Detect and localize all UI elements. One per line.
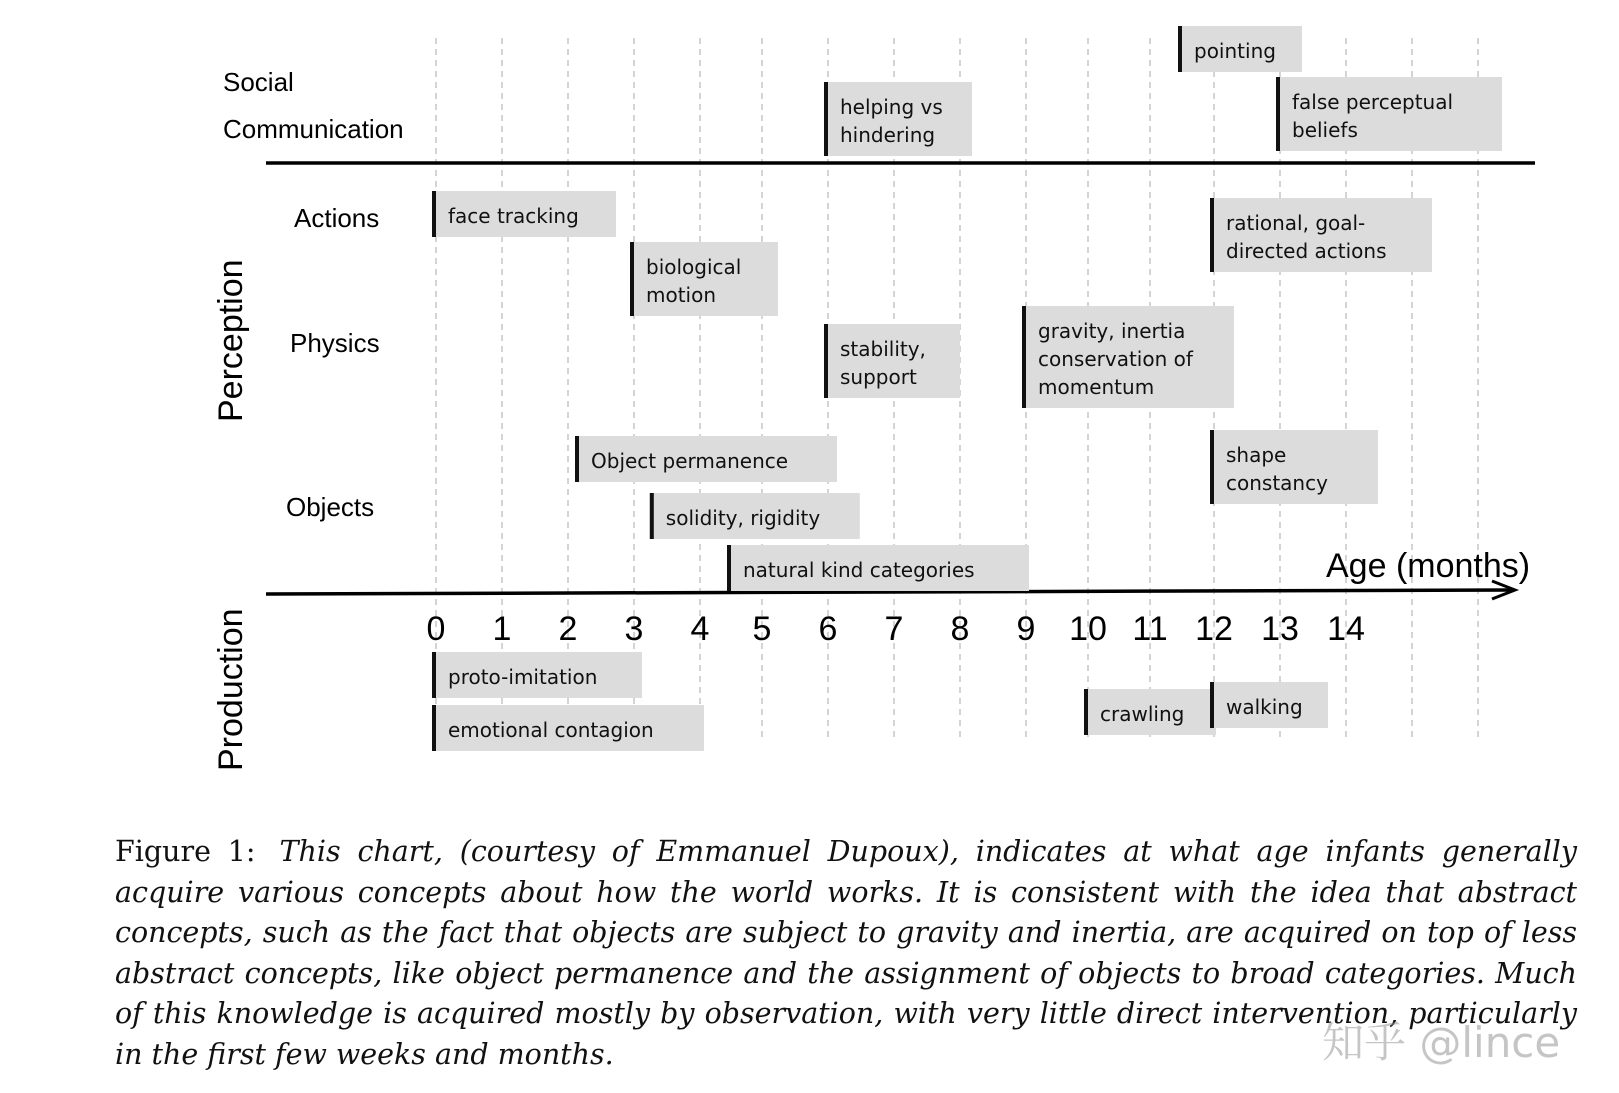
x-tick-label-13: 13 [1261, 610, 1299, 648]
milestone-label-line: biological [646, 255, 742, 279]
milestone-crawling [1084, 689, 1216, 735]
caption-text: This chart, (courtesy of Emmanuel Dupoux), indicates at what age infants generally acquire various concepts about how the world works. It is consistent with the idea that abstract concepts, such as the fact that objects are subject to gravity and inertia, are acquired on top of less abstract concepts, like object permanence and the assignment of objects to broad categories. Much of this knowledge is acquired mostly by observation, with very little direct intervention, particularly in the first few weeks and months. [115, 835, 1577, 1071]
milestone-label-line: face tracking [448, 204, 579, 228]
milestone-start-marker [1178, 26, 1182, 72]
milestone-face-tracking [432, 191, 616, 237]
objects-label: Objects [286, 492, 375, 522]
milestone-solidity-rigidity [650, 493, 860, 539]
milestone-label-line: momentum [1038, 375, 1155, 399]
milestone-label-line: motion [646, 283, 717, 307]
milestone-label-line: rational, goal- [1226, 211, 1366, 235]
milestone-natural-kind-categories [727, 545, 1029, 591]
milestone-label-line: hindering [840, 123, 936, 147]
milestone-shape-constancy [1210, 430, 1378, 504]
watermark: 知乎 @lince [1322, 1018, 1561, 1067]
category-labels [212, 67, 404, 771]
production-group-label: Production [212, 608, 250, 771]
milestone-label-line: constancy [1226, 471, 1328, 495]
milestone-start-marker [1210, 430, 1214, 504]
x-tick-label-1: 1 [492, 610, 512, 648]
milestone-proto-imitation [432, 652, 642, 698]
milestone-label-line: proto-imitation [448, 665, 598, 689]
milestone-emotional-contagion [432, 705, 704, 751]
milestone-start-marker [630, 242, 634, 316]
milestone-label-line: natural kind categories [743, 558, 975, 582]
x-tick-label-0: 0 [426, 610, 446, 648]
milestone-start-marker [727, 545, 731, 591]
x-tick-label-11: 11 [1132, 610, 1168, 648]
milestone-label-line: helping vs [840, 95, 943, 119]
milestone-label-line: pointing [1194, 39, 1276, 63]
milestone-label-line: shape [1226, 443, 1287, 467]
x-tick-label-7: 7 [884, 610, 904, 648]
x-tick-label-8: 8 [950, 610, 970, 648]
milestone-gravity-inertia-conservation-of-momentum [1022, 306, 1234, 408]
social-label-line1: Social [223, 67, 294, 97]
milestone-helping-vs-hindering [824, 82, 972, 156]
milestone-false-perceptual-beliefs [1276, 77, 1502, 151]
age-axis-label: Age (months) [1326, 547, 1531, 585]
milestone-start-marker [1210, 682, 1214, 728]
figure-label: Figure 1: [115, 835, 256, 868]
x-tick-label-3: 3 [624, 610, 644, 648]
milestone-label-line: Object permanence [591, 449, 789, 473]
milestone-label-line: conservation of [1038, 347, 1193, 371]
milestone-pointing [1178, 26, 1302, 72]
milestone-start-marker [824, 82, 828, 156]
milestone-walking [1210, 682, 1328, 728]
milestone-biological-motion [630, 242, 778, 316]
milestone-label-line: beliefs [1292, 118, 1358, 142]
perception-group-label: Perception [212, 259, 250, 422]
milestone-label-line: gravity, inertia [1038, 319, 1186, 343]
x-tick-label-12: 12 [1195, 610, 1233, 648]
milestone-start-marker [824, 324, 828, 398]
x-tick-label-10: 10 [1069, 610, 1107, 648]
milestone-start-marker [1276, 77, 1280, 151]
milestone-start-marker [575, 436, 579, 482]
milestone-start-marker [432, 652, 436, 698]
milestone-label-line: solidity, rigidity [665, 506, 821, 530]
social-label-line2: Communication [223, 114, 404, 144]
milestone-label-line: stability, [840, 337, 926, 361]
x-tick-label-4: 4 [690, 610, 710, 648]
milestone-start-marker [1210, 198, 1214, 272]
milestone-label-line: crawling [1100, 702, 1185, 726]
milestone-rational-goal-directed-actions [1210, 198, 1432, 272]
x-tick-label-6: 6 [818, 610, 838, 648]
x-tick-label-14: 14 [1327, 610, 1365, 648]
milestone-start-marker [432, 705, 436, 751]
milestone-start-marker [432, 191, 436, 237]
milestone-start-marker [1022, 306, 1026, 408]
milestone-label-line: false perceptual [1292, 90, 1454, 114]
milestone-label-line: emotional contagion [448, 718, 654, 742]
milestone-start-marker [650, 493, 654, 539]
milestone-start-marker [1084, 689, 1088, 735]
physics-label: Physics [290, 328, 380, 358]
x-tick-labels [427, 610, 1365, 648]
x-tick-label-9: 9 [1016, 610, 1036, 648]
milestone-label-line: support [840, 365, 917, 389]
milestone-object-permanence [575, 436, 837, 482]
x-tick-label-5: 5 [752, 610, 772, 648]
x-tick-label-2: 2 [558, 610, 578, 648]
actions-label: Actions [294, 203, 380, 233]
milestone-label-line: walking [1226, 695, 1303, 719]
milestone-stability-support [824, 324, 960, 398]
milestone-label-line: directed actions [1226, 239, 1387, 263]
